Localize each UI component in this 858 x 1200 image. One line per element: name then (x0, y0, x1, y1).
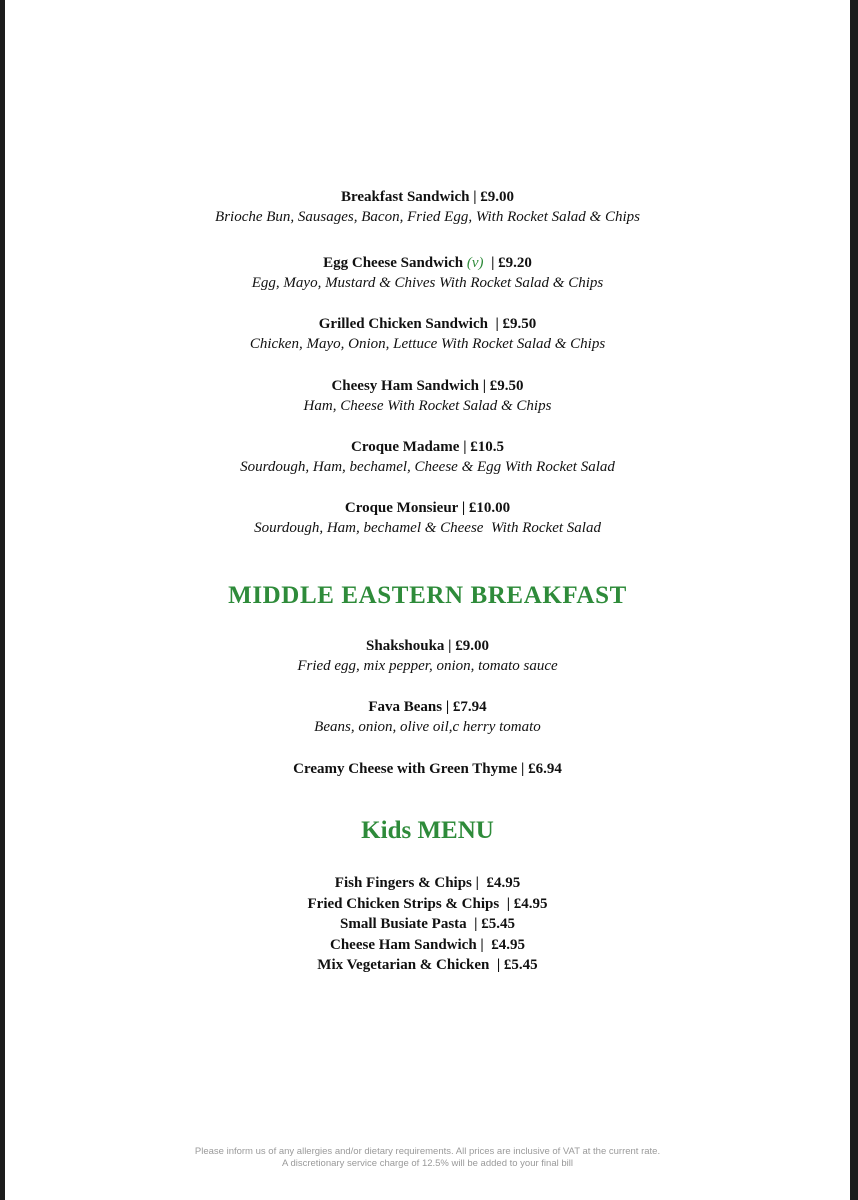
item-description: Sourdough, Ham, bechamel, Cheese & Egg With Rocket Salad (240, 459, 615, 475)
kids-item: Fried Chicken Strips & Chips | £4.95 (307, 895, 548, 912)
item-name: Croque Monsieur | £10.00 (344, 500, 511, 516)
service-charge-notice: A discretionary service charge of 12.5% will be added to your final bill (282, 1158, 573, 1169)
item-name: Croque Madame | £10.5 (350, 439, 505, 455)
menu-item-shakshouka (5, 636, 850, 676)
section-heading-middle-eastern: MIDDLE EASTERN BREAKFAST (228, 582, 627, 609)
item-name: Breakfast Sandwich | £9.00 (340, 189, 515, 205)
item-name: Creamy Cheese with Green Thyme | £6.94 (293, 761, 562, 777)
footer-notice (5, 1146, 850, 1170)
item-name-text: Egg Cheese Sandwich (323, 255, 467, 271)
menu-item-croque-monsieur (5, 498, 850, 538)
menu-item-grilled-chicken-sandwich (5, 314, 850, 354)
item-description: Brioche Bun, Sausages, Bacon, Fried Egg, With Rocket Salad & Chips (215, 209, 640, 225)
item-price: | £9.20 (483, 255, 532, 271)
item-description: Beans, onion, olive oil,c herry tomato (314, 719, 541, 735)
item-description: Chicken, Mayo, Onion, Lettuce With Rocket Salad & Chips (249, 336, 606, 352)
kids-item: Fish Fingers & Chips | £4.95 (334, 875, 521, 891)
vegetarian-marker: (v) (466, 255, 484, 271)
kids-menu-list (5, 873, 850, 976)
menu-item-breakfast-sandwich (5, 187, 850, 227)
item-description: Fried egg, mix pepper, onion, tomato sauce (297, 658, 558, 674)
kids-item: Mix Vegetarian & Chicken | £5.45 (317, 957, 538, 973)
menu-item-fava-beans (5, 697, 850, 737)
right-border (850, 0, 858, 1200)
menu-item-cheesy-ham-sandwich (5, 376, 850, 416)
menu-page (5, 0, 850, 1200)
item-name: Cheesy Ham Sandwich | £9.50 (331, 378, 524, 394)
allergy-notice: Please inform us of any allergies and/or dietary requirements. All prices are inclusive of VAT at the current rate. (194, 1146, 661, 1157)
item-name (5, 253, 850, 273)
kids-item: Small Busiate Pasta | £5.45 (340, 916, 515, 932)
menu-item-creamy-cheese (5, 759, 850, 779)
menu-item-croque-madame (5, 437, 850, 477)
kids-item: Cheese Ham Sandwich | £4.95 (330, 936, 525, 953)
item-description: Ham, Cheese With Rocket Salad & Chips (303, 398, 552, 414)
section-heading-kids-menu: Kids MENU (361, 817, 494, 844)
item-description: Sourdough, Ham, bechamel & Cheese With Rocket Salad (254, 520, 601, 536)
item-name: Shakshouka | £9.00 (366, 638, 489, 654)
item-name: Grilled Chicken Sandwich | £9.50 (318, 316, 537, 332)
item-description: Egg, Mayo, Mustard & Chives With Rocket Salad & Chips (251, 275, 604, 291)
item-name: Fava Beans | £7.94 (368, 699, 487, 715)
menu-item-egg-cheese-sandwich (5, 253, 850, 293)
